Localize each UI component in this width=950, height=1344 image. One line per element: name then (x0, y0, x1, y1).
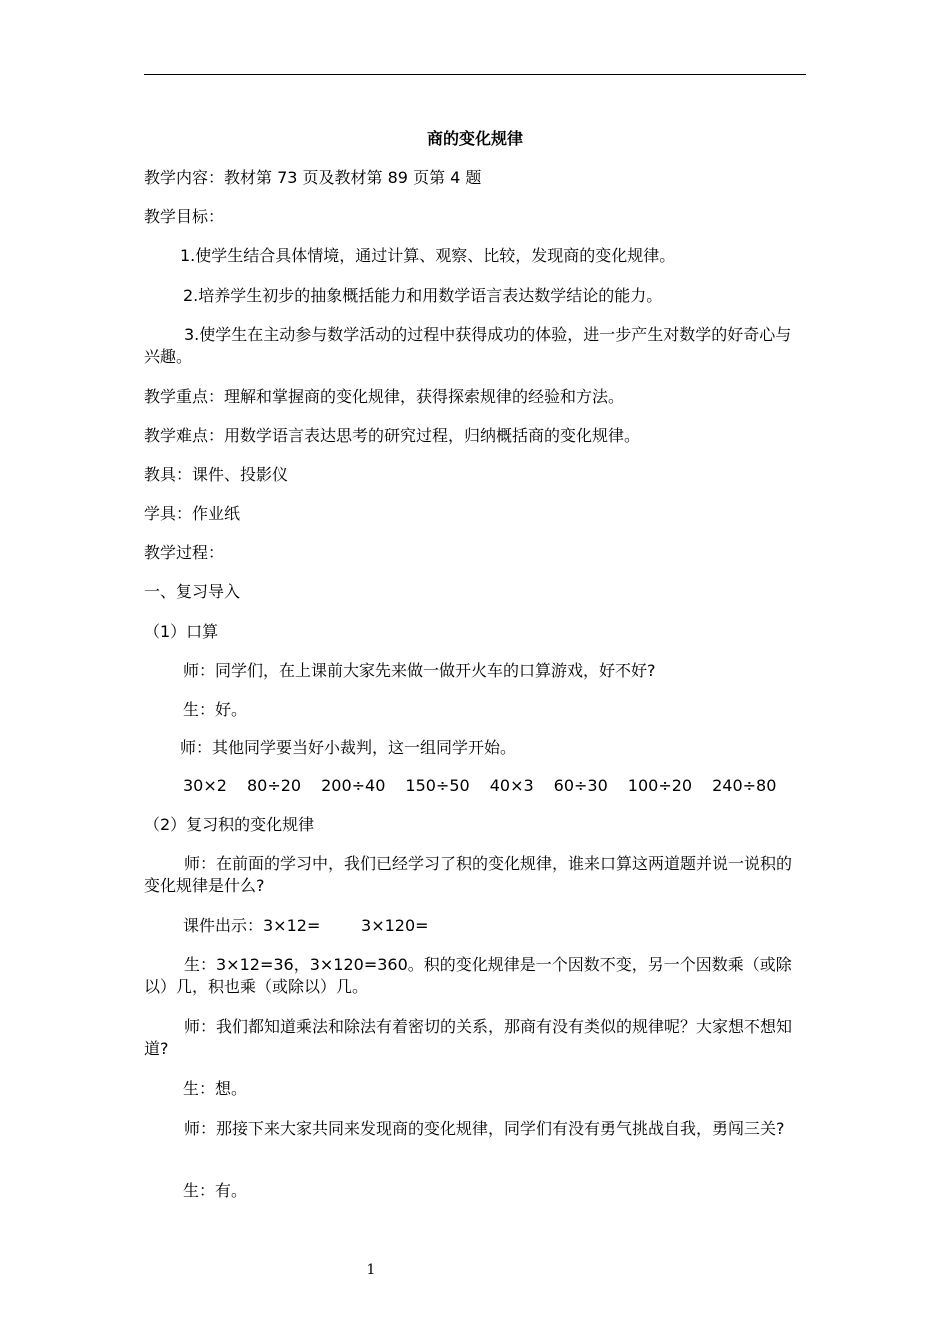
calc-item: 60÷30 (553, 776, 608, 795)
dialogue-7: 师：我们都知道乘法和除法有着密切的关系，那商有没有类似的规律呢？大家想不想知道? (144, 1017, 793, 1058)
courseware-display: 课件出示：3×12= 3×120= (183, 916, 429, 935)
sub-mental-calc: （1）口算 (144, 622, 219, 641)
dialogue-4: 师：在前面的学习中，我们已经学习了积的变化规律，谁来口算这两道题并说一说积的变化规律是什么? (144, 854, 793, 895)
page-number: 1 (366, 1262, 376, 1278)
goal-3: 3.使学生在主动参与数学活动的过程中获得成功的体验，进一步产生对数学的好奇心与兴趣。 (144, 325, 792, 366)
calc-item: 40×3 (489, 776, 534, 795)
section-review: 一、复习导入 (144, 582, 241, 601)
calc-item: 150÷50 (405, 776, 470, 795)
student-tools: 学具：作业纸 (144, 504, 241, 523)
sub-product-rule: （2）复习积的变化规律 (144, 815, 315, 834)
calc-item: 100÷20 (627, 776, 693, 795)
key-point: 教学重点：理解和掌握商的变化规律，获得探索规律的经验和方法。 (144, 387, 625, 406)
header-rule (144, 74, 806, 75)
calc-item: 200÷40 (321, 776, 386, 795)
process-label: 教学过程： (144, 543, 225, 562)
calc-item: 30×2 (183, 776, 227, 795)
dialogue-9: 师：那接下来大家共同来发现商的变化规律，同学们有没有勇气挑战自我，勇闯三关? (184, 1119, 785, 1138)
calc-item: 240÷80 (712, 776, 777, 795)
goals-label: 教学目标： (144, 207, 225, 226)
dialogue-2: 生：好。 (183, 700, 248, 719)
dialogue-8: 生：想。 (183, 1079, 248, 1098)
difficulty-point: 教学难点：用数学语言表达思考的研究过程，归纳概括商的变化规律。 (144, 426, 641, 445)
teaching-content: 教学内容：教材第 73 页及教材第 89 页第 4 题 (144, 168, 482, 187)
dialogue-10: 生：有。 (183, 1181, 248, 1200)
dialogue-3: 师：其他同学要当好小裁判，这一组同学开始。 (180, 738, 517, 757)
dialogue-1: 师：同学们，在上课前大家先来做一做开火车的口算游戏，好不好? (183, 661, 656, 680)
document-title: 商的变化规律 (426, 129, 523, 148)
goal-2: 2.培养学生初步的抽象概括能力和用数学语言表达数学结论的能力。 (183, 286, 663, 305)
teacher-tools: 教具：课件、投影仪 (144, 465, 289, 484)
calc-list (183, 775, 796, 797)
dialogue-6: 生：3×12=36，3×120=360。积的变化规律是一个因数不变，另一个因数乘（或除以）几，积也乘（或除以）几。 (144, 955, 792, 996)
calc-item: 80÷20 (246, 776, 302, 795)
goal-1: 1.使学生结合具体情境，通过计算、观察、比较，发现商的变化规律。 (180, 246, 676, 265)
